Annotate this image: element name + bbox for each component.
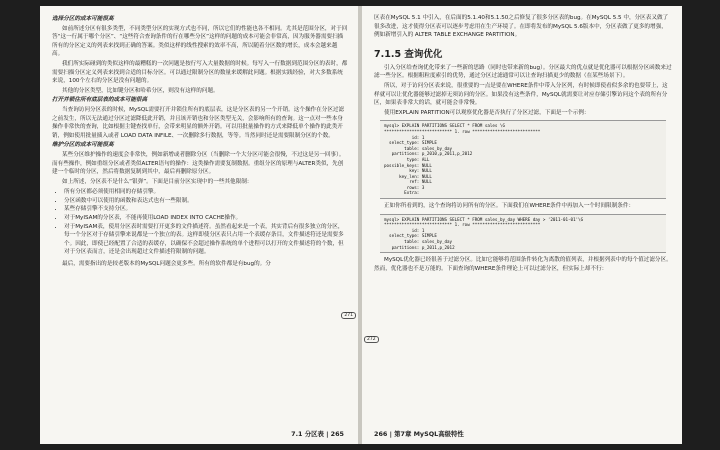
section-title: 选择分区的成本可能很高 [52, 16, 114, 22]
limitations-list [52, 188, 348, 257]
list-item: • 分区函数中可以使用的函数和表达式也有一些限制。 [64, 197, 348, 206]
paragraph: 最后，需要指出的是较老版本的MySQL问题会更多些。所有的软件都是有bug的。分 [62, 261, 271, 268]
section-title: 打开并锁住所有底层表的成本可能很高 [52, 97, 148, 104]
left-book-page [40, 6, 358, 444]
paragraph: 区表在MySQL 5.1 中引入，在后面的5.1.40和5.1.50之后修复了很多分区表的bug。在MySQL 5.5 中，分区表又做了很多改进，这才使得分区表可以逐步考虑用在生产环境了。在即将发布的MySQL 5.6版本中，分区表做了更多的增强，例如新增引入的 ALTER TABLE EXCHANGE PARTITION。 [374, 15, 669, 39]
code-block: mysql> EXPLAIN PARTITIONS SELECT * FROM sales \G *************************** 1. row *************************** id: 1 select_type: SIMPLE table: sales_by_day partitions: p_2010,p_2011,p_2012 type: ALL possible_keys: NULL key: NULL key_len: NULL ref: NULL rows: 3 Extra: [380, 120, 666, 199]
paragraph: 如上所述，分区表不是什么“银弹”。下面是目前分区实现中的一些其他限制： [62, 178, 253, 185]
list-item: • 对于MyISAM表，使用分区表时需要打开更多的文件描述符。虽然看起来是一个表，其实背后有很多独立的分区，每一个分区对于存储引擎来说都是一个独立的表。这样即使分区表只占用一个表缓存条目，文件描述符还是需要多个。因此，即使已经配置了合适的表缓存，以确保不会超过操作系统的单个进程可以打开的文件描述符的个数，但对于分区表而言，还是会出现超过文件描述符限制的问题。 [64, 223, 348, 257]
paragraph: 正如你所看到的，这个查询将访问所有的分区。下面我们在WHERE条件中再加入一个时间限制条件： [384, 203, 635, 210]
page-footer: 266 | 第7章 MySQL高级特性 [374, 430, 464, 438]
paragraph: 其他的分区类型，比如键分区和哈希分区，则没有这样的问题。 [62, 87, 219, 94]
page-reference-tag: 272 [364, 336, 379, 343]
page-reference-tag: 271 [341, 312, 356, 319]
paragraph: MySQL优化器已经很善于过滤分区。比如它能够将范围条件转化为离散的值列表，并根据列表中的每个值过滤分区。然而，优化器也不是万能的。下面查询的WHERE条件理论上可以过滤分区，但实际上却不行： [374, 257, 672, 272]
section-heading: 7.1.5 查询优化 [374, 48, 443, 60]
paragraph: 所以，对于访问分区表来说，很重要的一点是要在WHERE条件中带入分区列，有时候即使看似多余的也要带上，这样就可以让优化器能够过滤掉无须访问的分区。如果没有这些条件，MySQL就需要让对应存储引擎访问这个表的所有分区，如果表非常大的话，就可能会非常慢。 [374, 82, 668, 107]
right-book-page [362, 6, 682, 444]
list-item: • 对于MyISAM的分区表，不能再使用LOAD INDEX INTO CACHE操作。 [64, 214, 348, 223]
paragraph: 使用EXPLAIN PARTITION可以观察优化器是否执行了分区过滤，下面是一个示例： [384, 109, 590, 116]
paragraph: 如前所述分区有很多类型，不同类型分区的实现方式也不同，所以它们的性能也各不相同。尤其是范围分区，对于回答“这一行属于哪个分区”、“这些符合查询条件的行在哪些分区”这样的问题的成本可能会非常高，因为服务器需要扫描所有的分区定义的列表来找到正确的答案。类似这样的线性搜索的效率不高，所以随着分区数的增长，成本会越来越高。 [52, 25, 348, 58]
section-title: 维护分区的成本可能很高 [52, 142, 114, 149]
code-block: mysql> EXPLAIN PARTITIONS SELECT * FROM sales_by_day WHERE day > '2011-01-01'\G *************************** 1. row *************************** id: 1 select_type: SIMPLE table: sales_by_day partitions: p_2011,p_2012 [380, 214, 666, 254]
page-footer: 7.1 分区表 | 265 [291, 430, 344, 438]
paragraph: 引入分区给查询优化带来了一些新的思路（同时也带来新的bug）。分区最大的优点就是优化器可以根据分区函数来过滤一些分区。根据粗粒度索引的优势，通过分区过滤通常可以让查询扫描更少的数据（在某些场景下）。 [374, 64, 672, 80]
paragraph: 某些分区维护操作的速度会非常快，例如新增或者删除分区（当删除一个大分区可能会很慢，不过这是另一回事）。而有些操作，例如重组分区或者类似ALTER语句的操作：这类操作需要复制数据。重组分区的原理与ALTER类似，先创建一个临时的分区，然后将数据复制到其中，最后再删除原分区。 [52, 151, 345, 176]
paragraph: 当查询访问分区表的时候，MySQL需要打开并锁住所有的底层表，这是分区表的另一个开销。这个操作在分区过滤之前发生，所以无法通过分区过滤降低此开销，并且该开销也和分区类型无关，会影响所有的查询。这一点对一些本身操作非常快的查询，比如根据主键查找单行，会带来明显的额外开销。可以用批量操作的方式来降低单个操作的此类开销，例如使用批量插入或者 LOAD DATA INFILE、一次删除多行数据，等等。当然同时还是需要限制分区的个数。 [52, 106, 345, 139]
list-item: • 某些存储引擎不支持分区。 [64, 205, 348, 214]
list-item: • 所有分区都必须使用相同的存储引擎。 [64, 188, 348, 197]
paragraph: 我们所实际碰到的类似这样的最糟糕的一次问题是按行写入大量数据的时候。每写入一行数据到范围分区的表时，都需要扫描分区定义列表来找到合适的目标分区。可以通过限制分区的数量来缓解此问题。根据实践经验，对大多数系统来说，100个左右的分区是没有问题的。 [52, 60, 348, 85]
